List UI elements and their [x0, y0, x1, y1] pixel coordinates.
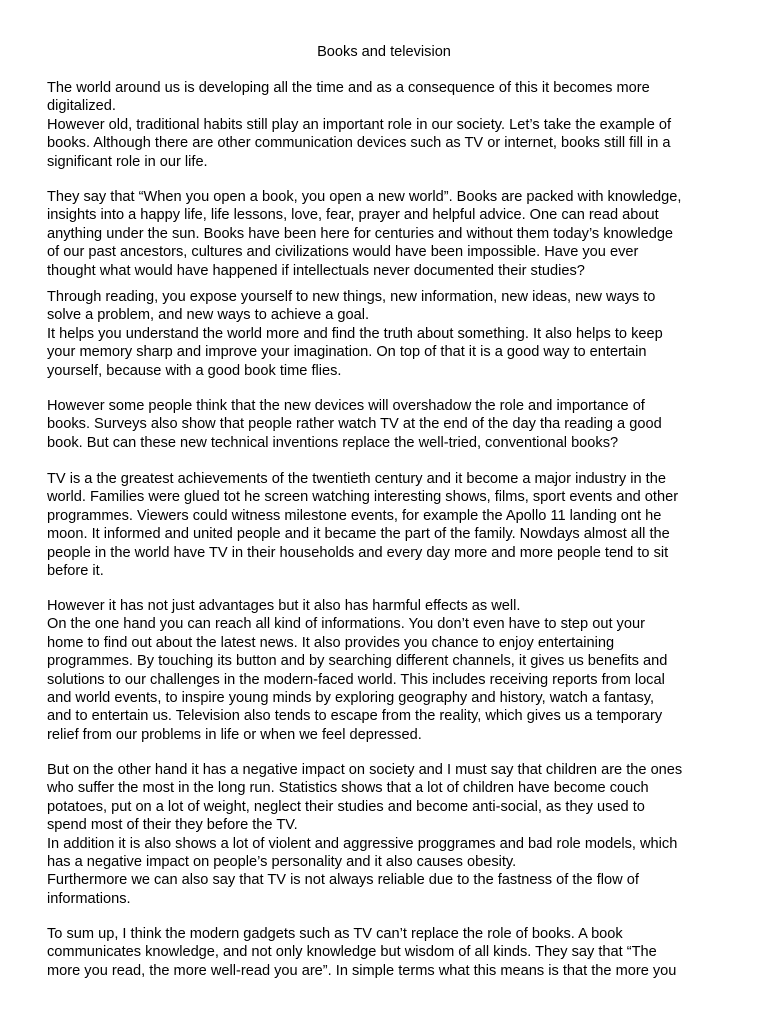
text-line: potatoes, put on a lot of weight, neglect their studies and become anti-social, as they used to — [47, 798, 645, 815]
text-line: On the one hand you can reach all kind of informations. You don’t even have to step out your — [47, 616, 645, 633]
text-line: However old, traditional habits still play an important role in our society. Let’s take the example of — [47, 116, 672, 133]
text-line: anything under the sun. Books have been here for centuries and without them today’s knowledge — [47, 225, 674, 242]
text-line: However it has not just advantages but it also has harmful effects as well. — [47, 598, 521, 614]
text-line: To sum up, I think the modern gadgets such as TV can’t replace the role of books. A book — [47, 926, 623, 942]
text-line: books. Although there are other communication devices such as TV or internet, books still fill in a — [47, 135, 671, 152]
text-line: Furthermore we can also say that TV is not always reliable due to the fastness of the flow of — [47, 872, 639, 889]
text-line: your memory sharp and improve your imagination. On top of that it is a good way to entertain — [47, 344, 647, 361]
text-line: The world around us is developing all the time and as a consequence of this it becomes more — [47, 80, 650, 96]
paragraph — [47, 597, 727, 744]
text-line: has a negative impact on people’s personality and it also causes obesity. — [47, 853, 517, 870]
text-line: Through reading, you expose yourself to new things, new information, new ideas, new ways to — [47, 289, 656, 305]
text-line: solve a problem, and new ways to achieve a goal. — [47, 307, 370, 324]
text-line: before it. — [47, 562, 104, 579]
text-line: moon. It informed and united people and it became the part of the family. Nowdays almost all the — [47, 526, 670, 543]
paragraph — [47, 925, 727, 980]
text-line: communicates knowledge, and not only knowledge but wisdom of all kinds. They say that “The — [47, 944, 657, 961]
text-line: significant role in our life. — [47, 153, 208, 170]
text-line: spend most of their they before the TV. — [47, 817, 298, 834]
paragraph — [47, 79, 727, 171]
text-line: However some people think that the new devices will overshadow the role and importance of — [47, 398, 645, 414]
text-line: In addition it is also shows a lot of violent and aggressive proggrames and bad role models, which — [47, 835, 678, 852]
text-line: people in the world have TV in their households and every day more and more people tend to sit — [47, 544, 669, 561]
text-line: digitalized. — [47, 98, 116, 115]
text-line: world. Families were glued tot he screen watching interesting shows, films, sport events and other — [47, 489, 679, 506]
text-line: more you read, the more well-read you are”. In simple terms what this means is that the more you — [47, 962, 677, 979]
text-line: of our past ancestors, cultures and civilizations would have been impossible. Have you ever — [47, 244, 639, 261]
text-line: and world events, to inspire young minds by exploring geography and history, watch a fantasy, — [47, 689, 655, 706]
text-line: programmes. By touching its button and by searching different channels, it gives us benefits and — [47, 653, 668, 670]
text-line: relief from our problems in life or when we feel depressed. — [47, 726, 422, 743]
text-line: But on the other hand it has a negative impact on society and I must say that children are the ones — [47, 762, 683, 778]
text-line: insights into a happy life, life lessons, love, fear, prayer and helpful advice. One can read about — [47, 207, 659, 224]
text-line: programmes. Viewers could witness milestone events, for example the Apollo 11 landing ont he — [47, 507, 662, 524]
paragraph — [47, 470, 727, 580]
text-line: home to find out about the latest news. It also provides you chance to enjoy entertaining — [47, 634, 615, 651]
paragraph — [47, 188, 727, 280]
text-line: and to entertain us. Television also tends to escape from the reality, which gives us a temporary — [47, 708, 663, 725]
paragraph — [47, 397, 727, 452]
text-line: It helps you understand the world more and find the truth about something. It also helps to keep — [47, 325, 663, 342]
text-line: solutions to our challenges in the modern-faced world. This includes receiving reports from local — [47, 671, 665, 688]
text-line: yourself, because with a good book time flies. — [47, 362, 342, 379]
document-title: Books and television — [317, 44, 451, 60]
text-line: TV is a the greatest achievements of the twentieth century and it become a major industry in the — [47, 471, 666, 487]
text-line: informations. — [47, 890, 131, 907]
text-line: book. But can these new technical inventions replace the well-tried, conventional books? — [47, 434, 619, 451]
text-line: They say that “When you open a book, you open a new world”. Books are packed with knowledge, — [47, 189, 682, 205]
paragraph — [47, 761, 727, 908]
text-line: books. Surveys also show that people rather watch TV at the end of the day tha reading a good — [47, 416, 662, 433]
text-line: who suffer the most in the long run. Statistics shows that a lot of children have become couch — [47, 780, 649, 797]
paragraph — [47, 288, 727, 380]
text-line: thought what would have happened if intellectuals never documented their studies? — [47, 262, 585, 279]
